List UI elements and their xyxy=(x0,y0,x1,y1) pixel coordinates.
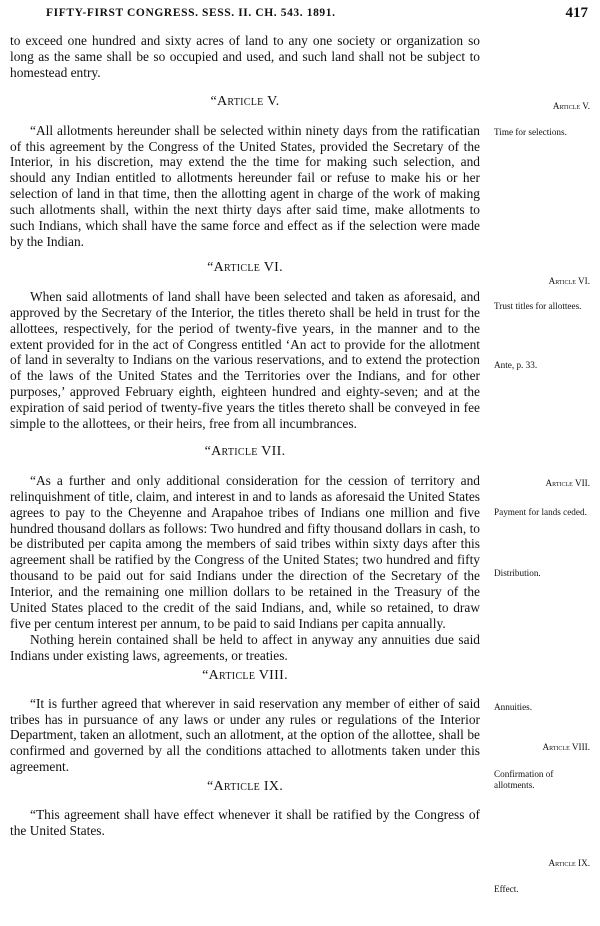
margin-note-ante: Ante, p. 33. xyxy=(494,360,538,370)
margin-note-confirmation: Confirmation of allotments. xyxy=(494,769,554,790)
margin-note-article-ix: Article IX. xyxy=(548,858,590,868)
margin-note-time-for-selections: Time for selections. xyxy=(494,127,567,137)
opening-paragraph: to exceed one hundred and sixty acres of land to any one society or organization so long as the same shall be so occupied and used, and such land shall not be subject to homestead entry. xyxy=(10,33,480,80)
running-title: FIFTY-FIRST CONGRESS. SESS. II. CH. 543. 1891. xyxy=(46,7,336,19)
article-vii-text: “As a further and only additional consideration for the cession of territory and relinquishment of title, claim, and interest in and to lands as aforesaid the United States agrees to pay to the Cheyenne and Arapahoe tribes of Indians one million and five hundred thousand dollars as follows: Two hundred and fifty thousand dollars in cash, to be distributed per capita among the members of said tribes within sixty days after this agreement shall be ratified by the Congress of the United States; two hundred and fifty thousand to be paid out for said Indians under the direction of the Secretary of the Interior, and the remaining one million dollars to be retained in the Treasury of the United States placed to the credit of the said Indians, and, while so retained, to draw five per centum interest per annum, to be paid to said Indians per capita annually. xyxy=(10,472,480,631)
margin-note-article-v: Article V. xyxy=(552,101,590,111)
article-viii-text: “It is further agreed that wherever in said reservation any member of either of said tribes has in pursuance of any laws or under any rules or regulations of the Interior Department, taken an allotment, such an allotment, at the option of the allottee, shall be confirmed and governed by all the conditions attached to allotments taken under this agreement. xyxy=(10,695,480,775)
page-number: 417 xyxy=(565,5,588,21)
article-vii-heading: “Article VII. xyxy=(204,443,286,459)
margin-note-annuities: Annuities. xyxy=(494,702,533,712)
article-vii-text-2: Nothing herein contained shall be held to affect in anyway any annuities due said Indians under existing laws, agreements, or treaties. xyxy=(10,631,480,663)
margin-note-article-vi: Article VI. xyxy=(548,276,590,286)
article-v-heading: “Article V. xyxy=(210,93,280,109)
article-ix-text: “This agreement shall have effect whenever it shall be ratified by the Congress of the United States. xyxy=(10,807,480,838)
body-column xyxy=(10,33,480,839)
running-head xyxy=(0,7,600,27)
margin-note-trust-titles: Trust titles for allottees. xyxy=(494,301,582,311)
article-vi-text: When said allotments of land shall have been selected and taken as aforesaid, and approved by the Secretary of the Interior, the titles thereto shall be held in trust for the allottees, respectively, for the period of twenty-five years, in the manner and to the extent provided for in the act of Congress entitled ‘An act to provide for the allotment of land in severalty to Indians on the various reservations, and to extend the protection of the laws of the United States and the Territories over the Indians, and for other purposes,’ approved February eighth, eighteen hundred and eighty-seven; and at the expiration of said period of twenty-five years the titles thereto shall be conveyed in fee simple to the allottees, or their heirs, free from all incumbrances. xyxy=(10,288,480,432)
margin-note-effect: Effect. xyxy=(494,884,519,894)
margin-note-payment: Payment for lands ceded. xyxy=(494,507,587,517)
margin-note-distribution: Distribution. xyxy=(494,568,541,578)
article-v-text: “All allotments hereunder shall be selected within ninety days from the ratificatian of this agreement by the Congress of the United States, provided the Secretary of the Interior, in his discretion, may extend the the time for making such selection, and should any Indian entitled to allotments hereunder fail or refuse to make his or her selection of land in that time, then the allotting agent in charge of the work of making such allotments shall, within the next thirty days after said time, make allotments to such Indians, which shall have the same force and effect as if the selection were made by the Indian. xyxy=(10,122,480,249)
article-viii-heading: “Article VIII. xyxy=(202,667,288,683)
article-vi-heading: “Article VI. xyxy=(207,259,283,275)
margin-note-article-viii: Article VIII. xyxy=(542,742,590,752)
margin-note-article-vii: Article VII. xyxy=(545,478,590,488)
article-ix-heading: “Article IX. xyxy=(206,779,284,795)
